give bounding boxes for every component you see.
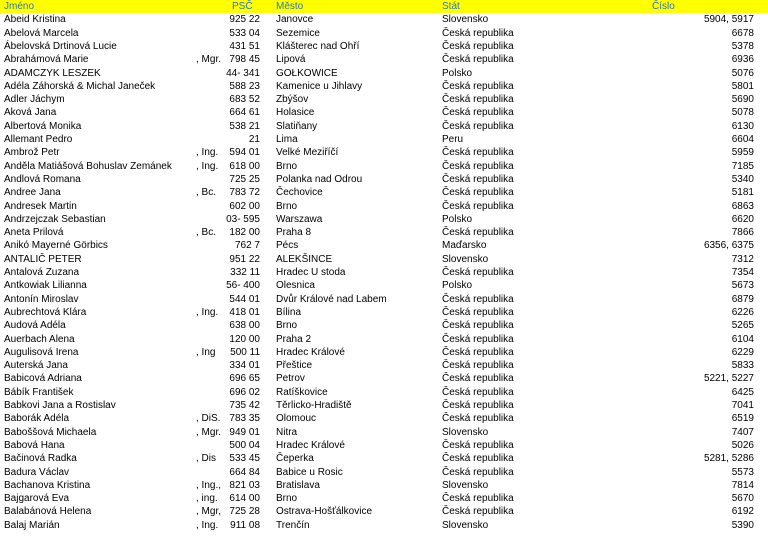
table-row bbox=[0, 519, 768, 532]
table-row bbox=[0, 213, 768, 226]
cell-city[interactable]: Brno bbox=[276, 493, 298, 505]
cell-number[interactable]: 5378 bbox=[731, 40, 754, 52]
cell-name[interactable]: Antonín Miroslav bbox=[4, 293, 79, 305]
cell-city[interactable]: Čeperka bbox=[276, 453, 314, 465]
cell-title[interactable]: , Ing. bbox=[196, 147, 219, 159]
cell-psc[interactable]: 638 00 bbox=[229, 320, 260, 332]
cell-number[interactable]: 7814 bbox=[731, 479, 754, 491]
cell-state[interactable]: Česká republika bbox=[442, 506, 514, 518]
table-row bbox=[0, 160, 768, 173]
cell-number[interactable]: 7866 bbox=[731, 227, 754, 239]
table-row bbox=[0, 253, 768, 266]
cell-state[interactable]: Česká republika bbox=[442, 439, 514, 451]
cell-psc[interactable]: 418 01 bbox=[229, 306, 260, 318]
cell-city[interactable]: Sezemice bbox=[276, 27, 320, 39]
cell-city[interactable]: Zbýšov bbox=[276, 94, 309, 106]
cell-city[interactable]: Praha 2 bbox=[276, 333, 312, 345]
cell-name[interactable]: Abeid Kristina bbox=[4, 14, 66, 26]
cell-psc[interactable]: 533 04 bbox=[229, 27, 260, 39]
cell-name[interactable]: Augulisová Irena bbox=[4, 346, 79, 358]
cell-name[interactable]: Andree Jana bbox=[4, 187, 61, 199]
cell-number[interactable]: 7312 bbox=[731, 253, 754, 265]
cell-name[interactable]: Albertová Monika bbox=[4, 120, 82, 132]
cell-city[interactable]: Hradec Králové bbox=[276, 346, 345, 358]
header-name[interactable]: Jméno bbox=[4, 1, 35, 12]
cell-number[interactable]: 5390 bbox=[731, 519, 754, 531]
cell-city[interactable]: Kamenice u Jihlavy bbox=[276, 80, 363, 92]
table-row bbox=[0, 386, 768, 399]
cell-state[interactable]: Peru bbox=[442, 134, 464, 145]
cell-city[interactable]: Warszawa bbox=[276, 213, 323, 225]
cell-name[interactable]: Adler Jáchym bbox=[4, 94, 65, 106]
cell-city[interactable]: Petrov bbox=[276, 373, 305, 385]
cell-number[interactable]: 5673 bbox=[731, 280, 754, 292]
table-row bbox=[0, 40, 768, 53]
cell-psc[interactable]: 696 02 bbox=[229, 386, 260, 398]
cell-psc[interactable]: 602 00 bbox=[229, 200, 260, 212]
cell-name[interactable]: Baboššová Michaela bbox=[4, 426, 97, 438]
header-number[interactable]: Číslo bbox=[652, 1, 675, 12]
cell-number[interactable]: 7041 bbox=[731, 400, 754, 411]
table-row bbox=[0, 226, 768, 239]
table-row bbox=[0, 426, 768, 439]
table-row bbox=[0, 319, 768, 332]
table-row bbox=[0, 186, 768, 199]
cell-title[interactable]: , Ing. bbox=[196, 160, 219, 172]
cell-name[interactable]: Balaj Marián bbox=[4, 519, 60, 531]
cell-state[interactable]: Česká republika bbox=[442, 80, 514, 92]
table-row bbox=[0, 399, 768, 412]
cell-state[interactable]: Česká republika bbox=[442, 373, 514, 385]
cell-state[interactable]: Česká republika bbox=[442, 227, 514, 239]
cell-city[interactable]: ALEKŠINCE bbox=[276, 253, 333, 265]
cell-state[interactable]: Česká republika bbox=[442, 293, 514, 305]
cell-psc[interactable]: 783 35 bbox=[229, 413, 260, 425]
cell-state[interactable]: Česká republika bbox=[442, 386, 514, 398]
cell-city[interactable]: Brno bbox=[276, 320, 298, 332]
cell-name[interactable]: Babová Hana bbox=[4, 439, 65, 451]
cell-psc[interactable]: 614 00 bbox=[229, 493, 260, 505]
header-row bbox=[0, 0, 768, 13]
cell-name[interactable]: Aková Jana bbox=[4, 107, 57, 119]
cell-psc[interactable]: 182 00 bbox=[229, 227, 260, 239]
cell-number[interactable]: 5181 bbox=[731, 187, 754, 199]
cell-name[interactable]: Baborák Adéla bbox=[4, 413, 70, 425]
table-row bbox=[0, 133, 768, 146]
cell-number[interactable]: 5340 bbox=[731, 173, 754, 185]
table-row bbox=[0, 239, 768, 252]
cell-state[interactable]: Česká republika bbox=[442, 493, 514, 505]
cell-number[interactable]: 6519 bbox=[731, 413, 754, 425]
cell-name[interactable]: Bačinová Radka bbox=[4, 453, 77, 465]
cell-psc[interactable]: 500 11 bbox=[230, 346, 260, 358]
cell-name[interactable]: Auerbach Alena bbox=[4, 333, 75, 345]
cell-psc[interactable]: 696 65 bbox=[229, 373, 260, 385]
cell-state[interactable]: Česká republika bbox=[442, 160, 514, 172]
cell-state[interactable]: Česká republika bbox=[442, 306, 514, 318]
table-row bbox=[0, 80, 768, 93]
cell-name[interactable]: Anikó Mayerné Görbics bbox=[4, 240, 108, 252]
cell-name[interactable]: Abelová Marcela bbox=[4, 27, 79, 39]
cell-number[interactable]: 5573 bbox=[731, 466, 754, 478]
cell-name[interactable]: Babkovi Jana a Rostislav bbox=[4, 400, 116, 411]
table-row bbox=[0, 306, 768, 319]
cell-city[interactable]: Ratíškovice bbox=[276, 386, 328, 398]
cell-name[interactable]: Allemant Pedro bbox=[4, 134, 73, 145]
cell-city[interactable]: Bratislava bbox=[276, 479, 320, 491]
cell-psc[interactable]: 911 08 bbox=[230, 519, 260, 531]
cell-number[interactable]: 6192 bbox=[731, 506, 754, 518]
cell-title[interactable]: , Ing bbox=[196, 346, 216, 358]
table-row bbox=[0, 173, 768, 186]
table-row bbox=[0, 266, 768, 279]
cell-state[interactable]: Česká republika bbox=[442, 173, 514, 185]
cell-city[interactable]: Holasice bbox=[276, 107, 315, 119]
cell-state[interactable]: Polsko bbox=[442, 280, 473, 292]
cell-psc[interactable]: 821 03 bbox=[229, 479, 260, 491]
table-row bbox=[0, 479, 768, 492]
cell-city[interactable]: Olomouc bbox=[276, 413, 317, 425]
cell-title[interactable]: , Mgr, bbox=[196, 506, 222, 518]
cell-state[interactable]: Česká republika bbox=[442, 94, 514, 106]
table-row bbox=[0, 146, 768, 159]
table-row bbox=[0, 120, 768, 133]
table-row bbox=[0, 359, 768, 372]
cell-number[interactable]: 5026 bbox=[731, 439, 754, 451]
cell-name[interactable]: Aneta Prilová bbox=[4, 227, 64, 239]
cell-name[interactable]: Aubrechtová Klára bbox=[4, 306, 87, 318]
cell-city[interactable]: Bílina bbox=[276, 306, 302, 318]
cell-state[interactable]: Česká republika bbox=[442, 466, 514, 478]
cell-name[interactable]: Bábík František bbox=[4, 386, 74, 398]
cell-city[interactable]: Nitra bbox=[276, 426, 298, 438]
table-row bbox=[0, 293, 768, 306]
cell-city[interactable]: Velké Meziříčí bbox=[276, 147, 339, 159]
cell-state[interactable]: Česká republika bbox=[442, 267, 514, 278]
cell-name[interactable]: Andlová Romana bbox=[4, 173, 81, 185]
cell-psc[interactable]: 664 61 bbox=[229, 107, 260, 119]
table-row bbox=[0, 53, 768, 66]
cell-psc[interactable]: 798 45 bbox=[229, 54, 260, 66]
table-row bbox=[0, 106, 768, 119]
table-row bbox=[0, 412, 768, 425]
cell-number[interactable]: 5265 bbox=[731, 320, 754, 332]
cell-psc[interactable]: 951 22 bbox=[229, 253, 260, 265]
cell-state[interactable]: Česká republika bbox=[442, 187, 514, 199]
table-row bbox=[0, 372, 768, 385]
header-psc[interactable]: PSČ bbox=[232, 1, 253, 12]
cell-name[interactable]: Antalová Zuzana bbox=[4, 267, 80, 278]
cell-number[interactable]: 5801 bbox=[731, 80, 754, 92]
table-row bbox=[0, 439, 768, 452]
cell-psc[interactable]: 925 22 bbox=[229, 14, 260, 26]
cell-state[interactable]: Polsko bbox=[442, 67, 473, 79]
cell-psc[interactable]: 334 01 bbox=[229, 360, 260, 372]
cell-city[interactable]: Praha 8 bbox=[276, 227, 312, 239]
cell-state[interactable]: Česká republika bbox=[442, 453, 514, 465]
cell-name[interactable]: Audová Adéla bbox=[4, 320, 66, 332]
cell-name[interactable]: ANTALIČ PETER bbox=[4, 253, 82, 265]
cell-psc[interactable]: 725 28 bbox=[229, 506, 260, 518]
cell-psc[interactable]: 949 01 bbox=[229, 426, 260, 438]
table-row bbox=[0, 279, 768, 292]
cell-state[interactable]: Česká republika bbox=[442, 54, 514, 66]
cell-state[interactable]: Česká republika bbox=[442, 320, 514, 332]
cell-state[interactable]: Slovensko bbox=[442, 426, 489, 438]
cell-state[interactable]: Slovensko bbox=[442, 14, 489, 26]
cell-state[interactable]: Česká republika bbox=[442, 360, 514, 372]
table-row bbox=[0, 505, 768, 518]
cell-psc[interactable]: 783 72 bbox=[229, 187, 260, 199]
cell-name[interactable]: Ábelovská Drtinová Lucie bbox=[4, 40, 117, 52]
cell-psc[interactable]: 544 01 bbox=[229, 293, 260, 305]
cell-state[interactable]: Slovensko bbox=[442, 519, 489, 531]
cell-state[interactable]: Česká republika bbox=[442, 333, 514, 345]
cell-psc[interactable]: 56- 400 bbox=[226, 280, 260, 292]
cell-name[interactable]: Badura Václav bbox=[4, 466, 70, 478]
cell-name[interactable]: Ambrož Petr bbox=[4, 147, 60, 159]
cell-title[interactable]: , Ing., bbox=[196, 479, 222, 491]
table-row bbox=[0, 333, 768, 346]
table-row bbox=[0, 13, 768, 26]
table-row bbox=[0, 492, 768, 505]
cell-state[interactable]: Česká republika bbox=[442, 400, 514, 411]
cell-number[interactable]: 6130 bbox=[731, 120, 754, 132]
cell-psc[interactable]: 735 42 bbox=[229, 400, 260, 411]
cell-psc[interactable]: 683 52 bbox=[229, 94, 260, 106]
cell-psc[interactable]: 618 00 bbox=[229, 160, 260, 172]
cell-title[interactable]: , Bc. bbox=[196, 187, 217, 199]
cell-city[interactable]: Pécs bbox=[276, 240, 299, 252]
cell-state[interactable]: Česká republika bbox=[442, 147, 514, 159]
cell-name[interactable]: Andrzejczak Sebastian bbox=[4, 213, 106, 225]
cell-city[interactable]: Dvůr Králové nad Labem bbox=[276, 293, 387, 305]
cell-city[interactable]: Přeštice bbox=[276, 360, 313, 372]
cell-name[interactable]: Abrahámová Marie bbox=[4, 54, 89, 66]
cell-city[interactable]: Klášterec nad Ohří bbox=[276, 40, 360, 52]
cell-title[interactable]: , DiS. bbox=[196, 413, 221, 425]
cell-number[interactable]: 6226 bbox=[731, 306, 754, 318]
cell-name[interactable]: Bachanova Kristina bbox=[4, 479, 91, 491]
cell-state[interactable]: Slovensko bbox=[442, 253, 489, 265]
cell-psc[interactable]: 03- 595 bbox=[226, 213, 260, 225]
cell-number[interactable]: 5221, 5227 bbox=[703, 373, 754, 385]
cell-state[interactable]: Česká republika bbox=[442, 200, 514, 212]
cell-city[interactable]: Těrlicko-Hradiště bbox=[276, 400, 352, 411]
cell-number[interactable]: 6604 bbox=[731, 134, 754, 145]
table-row bbox=[0, 466, 768, 479]
cell-city[interactable]: Trenčín bbox=[276, 519, 310, 531]
cell-number[interactable]: 5904, 5917 bbox=[703, 14, 754, 26]
cell-number[interactable]: 6229 bbox=[731, 346, 754, 358]
cell-state[interactable]: Česká republika bbox=[442, 413, 514, 425]
cell-title[interactable]: , ing. bbox=[196, 493, 218, 505]
cell-name[interactable]: Antkowiak Lilianna bbox=[4, 280, 87, 292]
cell-psc[interactable]: 725 25 bbox=[229, 173, 260, 185]
cell-name[interactable]: Anděla Matiášová Bohuslav Zemánek bbox=[4, 160, 172, 172]
cell-psc[interactable]: 762 7 bbox=[234, 240, 260, 252]
cell-psc[interactable]: 332 11 bbox=[230, 267, 260, 278]
cell-psc[interactable]: 533 45 bbox=[229, 453, 260, 465]
table-row bbox=[0, 67, 768, 80]
cell-state[interactable]: Česká republika bbox=[442, 27, 514, 39]
cell-psc[interactable]: 120 00 bbox=[229, 333, 260, 345]
cell-number[interactable]: 6879 bbox=[731, 293, 754, 305]
cell-number[interactable]: 6863 bbox=[731, 200, 754, 212]
cell-state[interactable]: Slovensko bbox=[442, 479, 489, 491]
cell-name[interactable]: ADAMCZYK LESZEK bbox=[4, 67, 101, 79]
cell-number[interactable]: 6678 bbox=[731, 27, 754, 39]
cell-number[interactable]: 7354 bbox=[731, 267, 754, 278]
cell-number[interactable]: 6425 bbox=[731, 386, 754, 398]
cell-city[interactable]: Babice u Rosic bbox=[276, 466, 343, 478]
cell-psc[interactable]: 664 84 bbox=[229, 466, 260, 478]
cell-city[interactable]: Hradec Králové bbox=[276, 439, 345, 451]
cell-number[interactable]: 5076 bbox=[731, 67, 754, 79]
cell-number[interactable]: 6620 bbox=[731, 213, 754, 225]
cell-city[interactable]: Polanka nad Odrou bbox=[276, 173, 363, 185]
cell-title[interactable]: , Mgr. bbox=[196, 54, 222, 66]
cell-state[interactable]: Maďarsko bbox=[442, 240, 487, 252]
cell-name[interactable]: Auterská Jana bbox=[4, 360, 68, 372]
cell-state[interactable]: Polsko bbox=[442, 213, 473, 225]
cell-city[interactable]: Slatiňany bbox=[276, 120, 318, 132]
cell-number[interactable]: 7407 bbox=[731, 426, 754, 438]
table-row bbox=[0, 452, 768, 465]
cell-psc[interactable]: 588 23 bbox=[229, 80, 260, 92]
cell-title[interactable]: , Bc. bbox=[196, 227, 217, 239]
cell-title[interactable]: , Dis bbox=[196, 453, 216, 465]
table-row bbox=[0, 200, 768, 213]
cell-city[interactable]: Brno bbox=[276, 200, 298, 212]
cell-psc[interactable]: 44- 341 bbox=[226, 67, 260, 79]
cell-number[interactable]: 5078 bbox=[731, 107, 754, 119]
table-row bbox=[0, 346, 768, 359]
cell-psc[interactable]: 500 04 bbox=[229, 439, 260, 451]
cell-state[interactable]: Česká republika bbox=[442, 346, 514, 358]
cell-title[interactable]: , Ing. bbox=[196, 306, 219, 318]
cell-number[interactable]: 6356, 6375 bbox=[703, 240, 754, 252]
cell-city[interactable]: Lima bbox=[276, 134, 298, 145]
header-city[interactable]: Město bbox=[276, 1, 304, 12]
cell-state[interactable]: Česká republika bbox=[442, 107, 514, 119]
header-state[interactable]: Stát bbox=[442, 1, 460, 12]
cell-city[interactable]: Lipová bbox=[276, 54, 306, 66]
cell-city[interactable]: Brno bbox=[276, 160, 298, 172]
cell-city[interactable]: Ostrava-Hošťálkovice bbox=[276, 506, 373, 518]
cell-city[interactable]: GOŁKOWICE bbox=[276, 67, 338, 79]
cell-city[interactable]: Olesnica bbox=[276, 280, 315, 292]
cell-number[interactable]: 5833 bbox=[731, 360, 754, 372]
cell-psc[interactable]: 431 51 bbox=[229, 40, 260, 52]
cell-number[interactable]: 5959 bbox=[731, 147, 754, 159]
cell-name[interactable]: Bajgarová Eva bbox=[4, 493, 70, 505]
cell-title[interactable]: , Mgr. bbox=[196, 426, 222, 438]
cell-name[interactable]: Andresek Martin bbox=[4, 200, 77, 212]
cell-number[interactable]: 5690 bbox=[731, 94, 754, 106]
cell-title[interactable]: , Ing. bbox=[196, 519, 219, 531]
cell-psc[interactable]: 594 01 bbox=[229, 147, 260, 159]
cell-number[interactable]: 7185 bbox=[731, 160, 754, 172]
cell-psc[interactable]: 538 21 bbox=[229, 120, 260, 132]
cell-city[interactable]: Hradec U stoda bbox=[276, 267, 346, 278]
cell-city[interactable]: Janovce bbox=[276, 14, 314, 26]
cell-number[interactable]: 6936 bbox=[731, 54, 754, 66]
cell-state[interactable]: Česká republika bbox=[442, 40, 514, 52]
table-row bbox=[0, 93, 768, 106]
cell-city[interactable]: Čechovice bbox=[276, 187, 323, 199]
cell-number[interactable]: 5281, 5286 bbox=[703, 453, 754, 465]
cell-number[interactable]: 6104 bbox=[731, 333, 754, 345]
table-row bbox=[0, 27, 768, 40]
cell-name[interactable]: Adéla Záhorská & Michal Janeček bbox=[4, 80, 156, 92]
cell-number[interactable]: 5670 bbox=[731, 493, 754, 505]
cell-name[interactable]: Babicová Adriana bbox=[4, 373, 82, 385]
cell-name[interactable]: Balabánová Helena bbox=[4, 506, 92, 518]
cell-state[interactable]: Česká republika bbox=[442, 120, 514, 132]
cell-psc[interactable]: 21 bbox=[248, 134, 260, 145]
